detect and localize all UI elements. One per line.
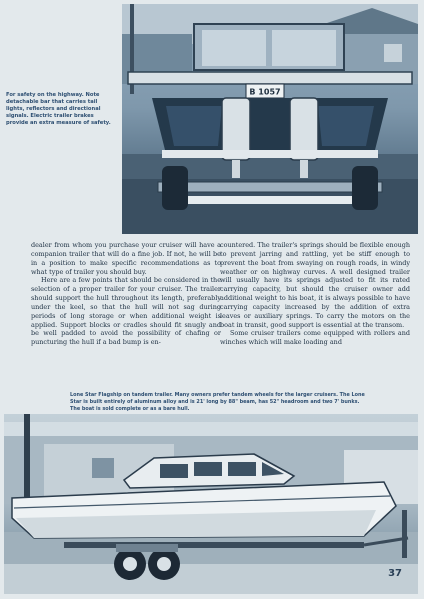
body-paragraph: Some cruiser trailers come equipped with rollers and winches which will make loading and (220, 329, 410, 347)
body-column-left (31, 241, 221, 347)
top-photo-caption: For safety on the highway. Note detachable bar that carries tail lights, reflectors and directional signals. Electric trailer brakes provide an extra measure of safety. (6, 92, 111, 127)
body-column-right (220, 241, 410, 347)
bottom-photo-caption: Lone Star Flagship on tandem trailer. Many owners prefer tandem wheels for the larger cruisers. The Lone Star is built entirely of aluminum alloy and is 21' long by 88" beam, has 52" headroom and two 7' bunks. The boat is sold complete or as a bare hull. (70, 392, 365, 413)
page-number: 37 (388, 568, 402, 579)
cruiser-trailer-photo (4, 414, 418, 594)
body-paragraph: countered. The trailer's springs should be flexible enough to prevent jarring and rattling, yet be stiff enough to prevent the boat from swaying on rough roads, in windy weather or on highway curves. A well designed trailer will usually have its springs adjusted to fit its rated carrying capacity, but should the cruiser owner add additional weight to his boat, it is always possible to have carrying capacity increased by the addition of extra leaves or auxiliary springs. To carry the motors on the boat in transit, good support is essential at the transom. (220, 241, 410, 329)
trailer-rear-illustration (122, 4, 418, 234)
body-paragraph: dealer from whom you purchase your cruiser will have a companion trailer that will do a fine job. If not, he will be in a position to make specific recommendations as to what type of trailer you should buy. (31, 241, 221, 276)
trailer-rear-photo (122, 4, 418, 234)
body-paragraph: Here are a few points that should be considered in the selection of a proper trailer for your cruiser. The trailer should support the hull throughout its length, preferably under the keel, so that the hull will not sag during periods of long storage or when additional weight is applied. Support blocks or cradles should fit snugly and be well padded to avoid the possibility of chafing or puncturing the hull if a bad bump is en- (31, 276, 221, 347)
cruiser-trailer-illustration (4, 414, 418, 594)
license-plate-text: B 1057 (249, 87, 281, 97)
